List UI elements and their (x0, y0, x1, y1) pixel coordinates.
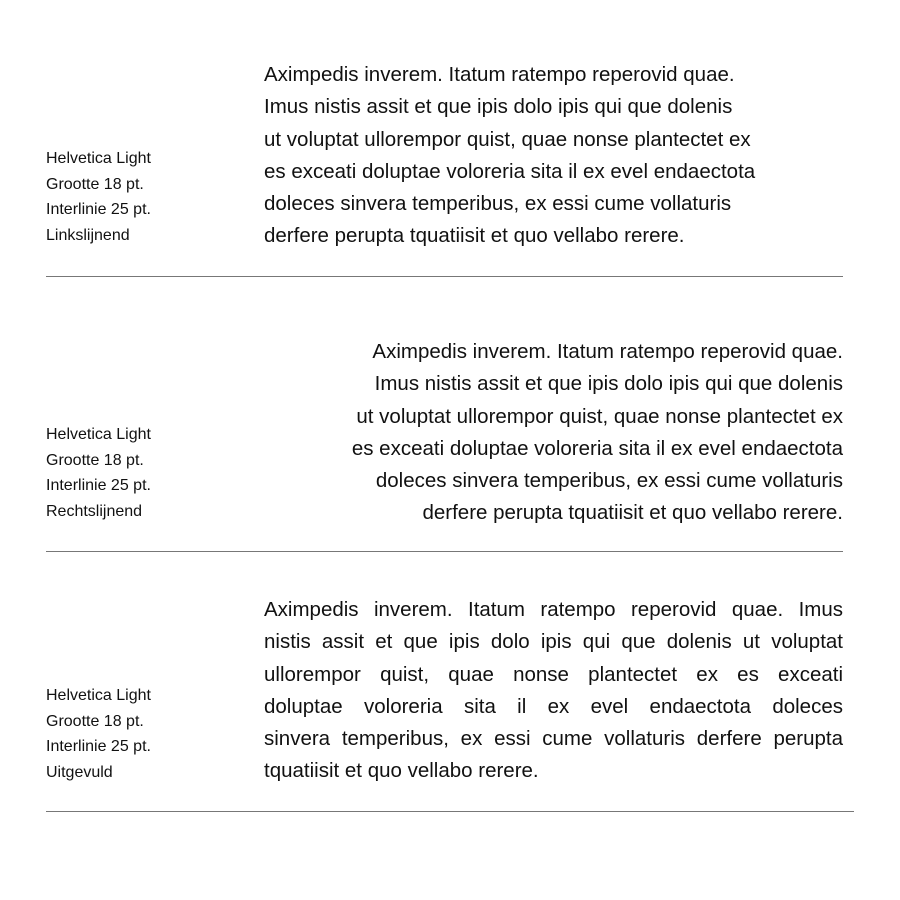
paragraph-line: Aximpedis inverem. Itatum ratempo reperovid quae. (372, 340, 843, 363)
sample-paragraph (264, 594, 843, 788)
sample-paragraph (264, 59, 824, 253)
paragraph-line: ullorempor quist, quae nonse plantectet ex es exceati (264, 662, 843, 686)
spec-alignment: Linkslijnend (46, 227, 130, 245)
paragraph-line: doleces sinvera temperibus, ex essi cume vollaturis (375, 469, 843, 493)
sample-spec (46, 422, 151, 525)
sample-spec (46, 146, 151, 249)
paragraph-line: derfere perupta tquatiisit et quo vellabo rerere. (422, 501, 843, 525)
sample-paragraph (264, 336, 843, 530)
divider-rule (46, 551, 843, 552)
divider-rule (46, 811, 854, 812)
spec-leading: Interlinie 25 pt. (46, 477, 151, 495)
spec-size: Grootte 18 pt. (46, 712, 144, 730)
spec-leading: Interlinie 25 pt. (46, 201, 151, 219)
paragraph-line: Imus nistis assit et que ipis dolo ipis qui que dolenis (264, 95, 733, 119)
paragraph-line: derfere perupta tquatiisit et quo vellabo rerere. (264, 224, 685, 248)
paragraph-line: tquatiisit et quo vellabo rerere. (264, 759, 539, 783)
spec-leading: Interlinie 25 pt. (46, 738, 151, 756)
sample-spec (46, 683, 151, 786)
paragraph-line: sinvera temperibus, ex essi cume vollaturis derfere perupta (264, 727, 843, 751)
paragraph-line: Aximpedis inverem. Itatum ratempo reperovid quae. Imus (264, 598, 843, 621)
paragraph-line: ut voluptat ullorempor quist, quae nonse plantectet ex (264, 127, 751, 151)
paragraph-line: Aximpedis inverem. Itatum ratempo reperovid quae. (264, 63, 735, 86)
spec-size: Grootte 18 pt. (46, 175, 144, 193)
spec-alignment: Uitgevuld (46, 764, 113, 782)
spec-size: Grootte 18 pt. (46, 451, 144, 469)
spec-font: Helvetica Light (46, 150, 151, 167)
paragraph-line: Imus nistis assit et que ipis dolo ipis qui que dolenis (374, 372, 843, 396)
paragraph-line: doleces sinvera temperibus, ex essi cume vollaturis (264, 192, 732, 216)
paragraph-line: nistis assit et que ipis dolo ipis qui que dolenis ut voluptat (264, 630, 843, 654)
paragraph-line: es exceati doluptae voloreria sita il ex evel endaectota (351, 436, 843, 460)
paragraph-line: doluptae voloreria sita il ex evel endaectota doleces (264, 694, 843, 718)
spec-font: Helvetica Light (46, 687, 151, 704)
spec-alignment: Rechtslijnend (46, 503, 143, 521)
divider-rule (46, 276, 843, 277)
paragraph-line: es exceati doluptae voloreria sita il ex evel endaectota (264, 159, 756, 183)
paragraph-line: ut voluptat ullorempor quist, quae nonse plantectet ex (356, 404, 843, 428)
spec-font: Helvetica Light (46, 426, 151, 443)
